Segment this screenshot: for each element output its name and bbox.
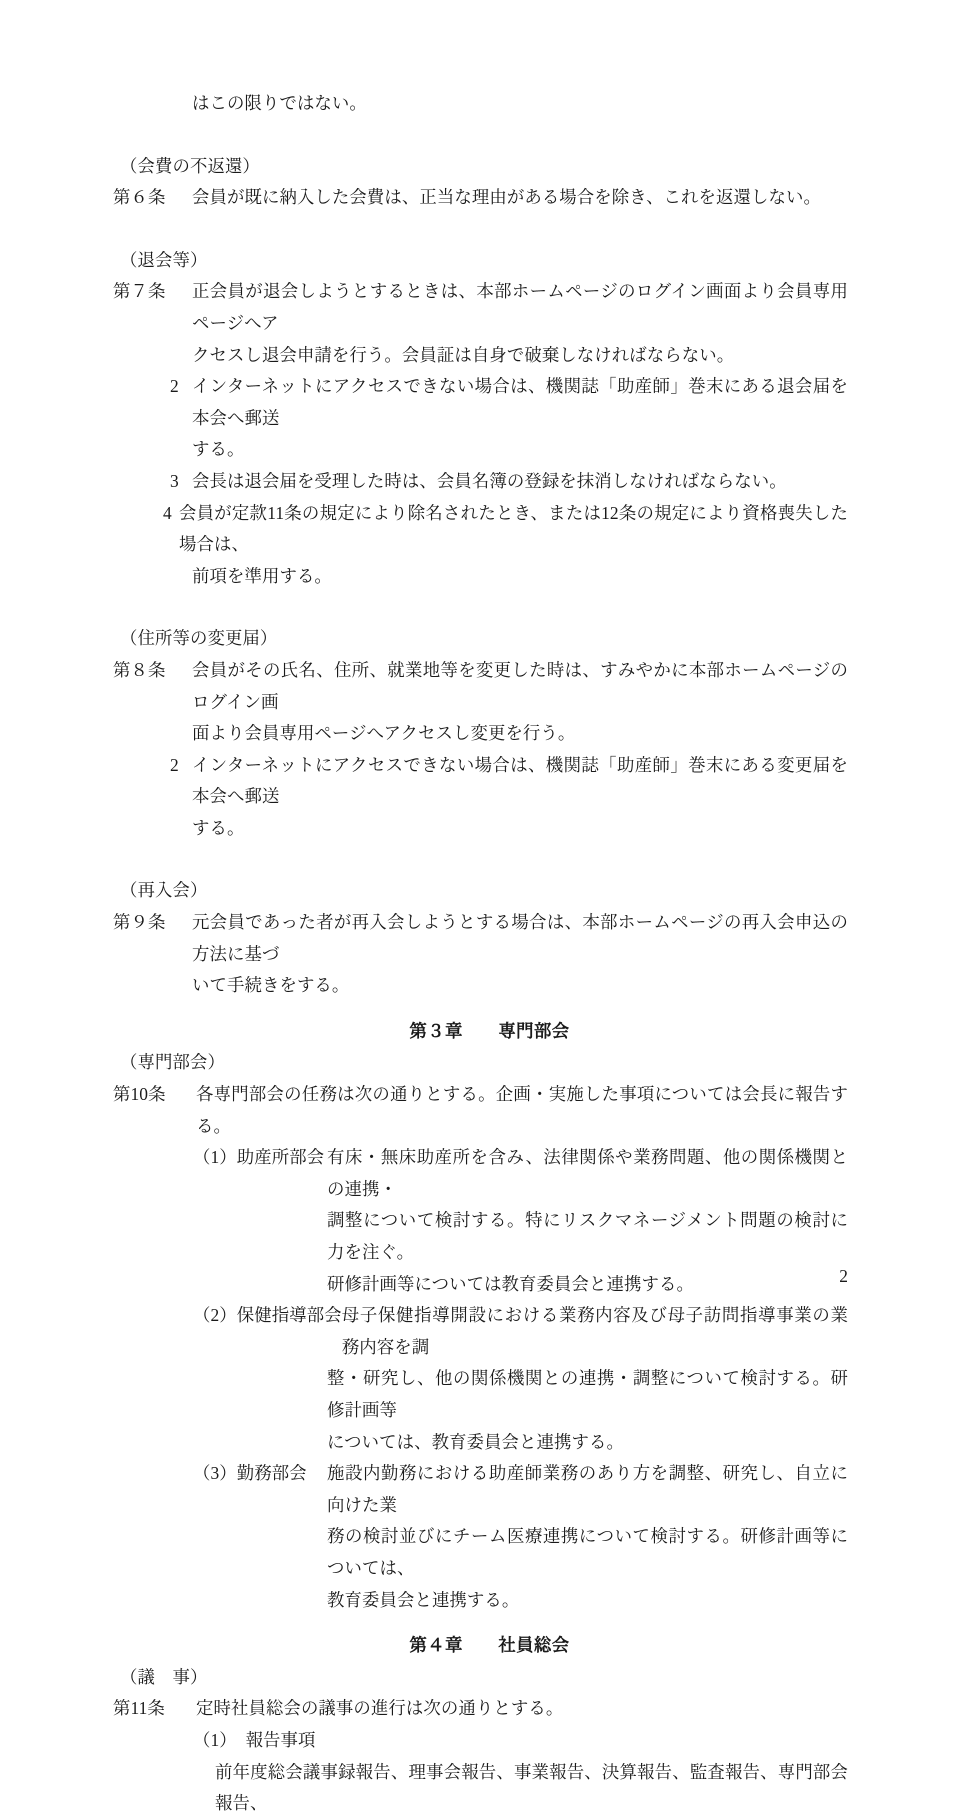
committee-item-1: [193, 1142, 848, 1205]
article-10-label: 第10条: [113, 1084, 166, 1105]
spacer: [113, 1616, 848, 1630]
paragraph-2-line-2: する。: [192, 817, 245, 838]
committee-item-1-line-1: 有床・無床助産所を含み、法律関係や業務問題、他の関係機関との連携・: [327, 1147, 848, 1199]
committee-item-3-line-2: 務の検討並びにチーム医療連携について検討する。研修計画等については、: [327, 1526, 848, 1578]
paragraph-number: 2: [170, 376, 179, 397]
paragraph-number: 2: [170, 754, 179, 775]
spacer: [113, 592, 848, 623]
article-6: [113, 182, 848, 214]
paragraph-2-line-2: する。: [192, 439, 245, 460]
committee-item-3-label: （3）勤務部会: [193, 1463, 307, 1484]
article-7-label: 第７条: [113, 281, 166, 302]
committee-item-2-line-1: 母子保健指導開設における業務内容及び母子訪問指導事業の業務内容を調: [341, 1305, 848, 1357]
committee-item-3: [193, 1458, 848, 1521]
article-8-body-line-2: 面より会員専用ページへアクセスし変更を行う。: [192, 723, 576, 744]
article-11-body: 定時社員総会の議事の進行は次の通りとする。: [196, 1698, 564, 1719]
article-6-label: 第６条: [113, 187, 166, 208]
section-caption-committees: （専門部会）: [120, 1052, 225, 1073]
chapter-3-heading: 第３章 専門部会: [409, 1020, 570, 1041]
article-11-label: 第11条: [113, 1698, 165, 1719]
committee-item-1-line-3: 研修計画等については教育委員会と連携する。: [327, 1273, 694, 1294]
section-caption-fee-nonrefund: （会費の不返還）: [120, 155, 260, 176]
article-7: [113, 276, 848, 339]
article-7-paragraph-2: [113, 371, 848, 434]
article-7-paragraph-4: [113, 498, 848, 561]
article-9-body-line-1: 元会員であった者が再入会しようとする場合は、本部ホームページの再入会申込の方法に基づ: [192, 912, 848, 964]
page-number: 2: [839, 1265, 848, 1286]
committee-item-1-label: （1）助産所部会: [193, 1147, 325, 1168]
article-9-label: 第９条: [113, 912, 166, 933]
committee-item-2-line-3: については、教育委員会と連携する。: [327, 1431, 624, 1452]
article-9: [113, 907, 848, 970]
section-caption-withdrawal: （退会等）: [120, 249, 208, 270]
paragraph-4-line-1: 会員が定款11条の規定により除名されたとき、または12条の規定により資格喪失した場合は、: [179, 502, 848, 555]
article-10-body: 各専門部会の任務は次の通りとする。企画・実施した事項については会長に報告する。: [196, 1084, 848, 1136]
paragraph-2-line-1: インターネットにアクセスできない場合は、機関誌「助産師」巻末にある退会届を本会へ郵送: [192, 376, 848, 428]
spacer: [113, 844, 848, 875]
spacer: [113, 214, 848, 245]
section-caption-proceedings: （議 事）: [120, 1666, 208, 1687]
article-10: [113, 1079, 848, 1142]
section-caption-rejoin: （再入会）: [120, 880, 208, 901]
article-8-paragraph-2: [113, 750, 848, 813]
article-9-body-line-2: いて手続きをする。: [192, 975, 350, 996]
article-7-paragraph-3: [113, 466, 848, 498]
article-6-body: 会員が既に納入した会費は、正当な理由がある場合を除き、これを返還しない。: [192, 187, 821, 208]
paragraph-3-line-1: 会長は退会届を受理した時は、会員名簿の登録を抹消しなければならない。: [192, 470, 787, 491]
section-caption-address-change: （住所等の変更届）: [120, 628, 278, 649]
article-11-item-1-label: （1） 報告事項: [193, 1729, 316, 1750]
spacer: [113, 120, 848, 151]
article-11: [113, 1693, 848, 1725]
article-11-item-1-line-1: 前年度総会議事録報告、理事会報告、事業報告、決算報告、監査報告、専門部会報告、: [215, 1761, 848, 1814]
committee-item-1-line-2: 調整について検討する。特にリスクマネージメント問題の検討に力を注ぐ。: [327, 1210, 848, 1262]
paragraph-2-line-1: インターネットにアクセスできない場合は、機関誌「助産師」巻末にある変更届を本会へ郵送: [192, 754, 848, 807]
spacer: [113, 1002, 848, 1016]
chapter-4-heading: 第４章 社員総会: [409, 1635, 570, 1656]
committee-item-2-label: （2）保健指導部会: [193, 1305, 342, 1326]
article-8: [113, 655, 848, 718]
paragraph-number: 4: [163, 502, 172, 523]
article-7-body-line-1: 正会員が退会しようとするときは、本部ホームページのログイン画面より会員専用ページへア: [192, 281, 848, 333]
committee-item-2: [193, 1300, 848, 1363]
article-7-body-line-2: クセスし退会申請を行う。会員証は自身で破棄しなければならない。: [192, 344, 735, 365]
paragraph-4-line-2: 前項を準用する。: [192, 565, 332, 586]
article-8-body-line-1: 会員がその氏名、住所、就業地等を変更した時は、すみやかに本部ホームページのログイン画: [192, 659, 848, 712]
orphan-continuation-line: はこの限りではない。: [192, 93, 367, 113]
committee-item-2-line-2: 整・研究し、他の関係機関との連携・調整について検討する。研修計画等: [327, 1368, 848, 1420]
committee-item-3-line-1: 施設内勤務における助産師業務のあり方を調整、研究し、自立に向けた業: [327, 1463, 848, 1515]
paragraph-number: 3: [170, 470, 179, 491]
committee-item-3-line-3: 教育委員会と連携する。: [327, 1589, 520, 1610]
article-8-label: 第８条: [113, 659, 166, 680]
